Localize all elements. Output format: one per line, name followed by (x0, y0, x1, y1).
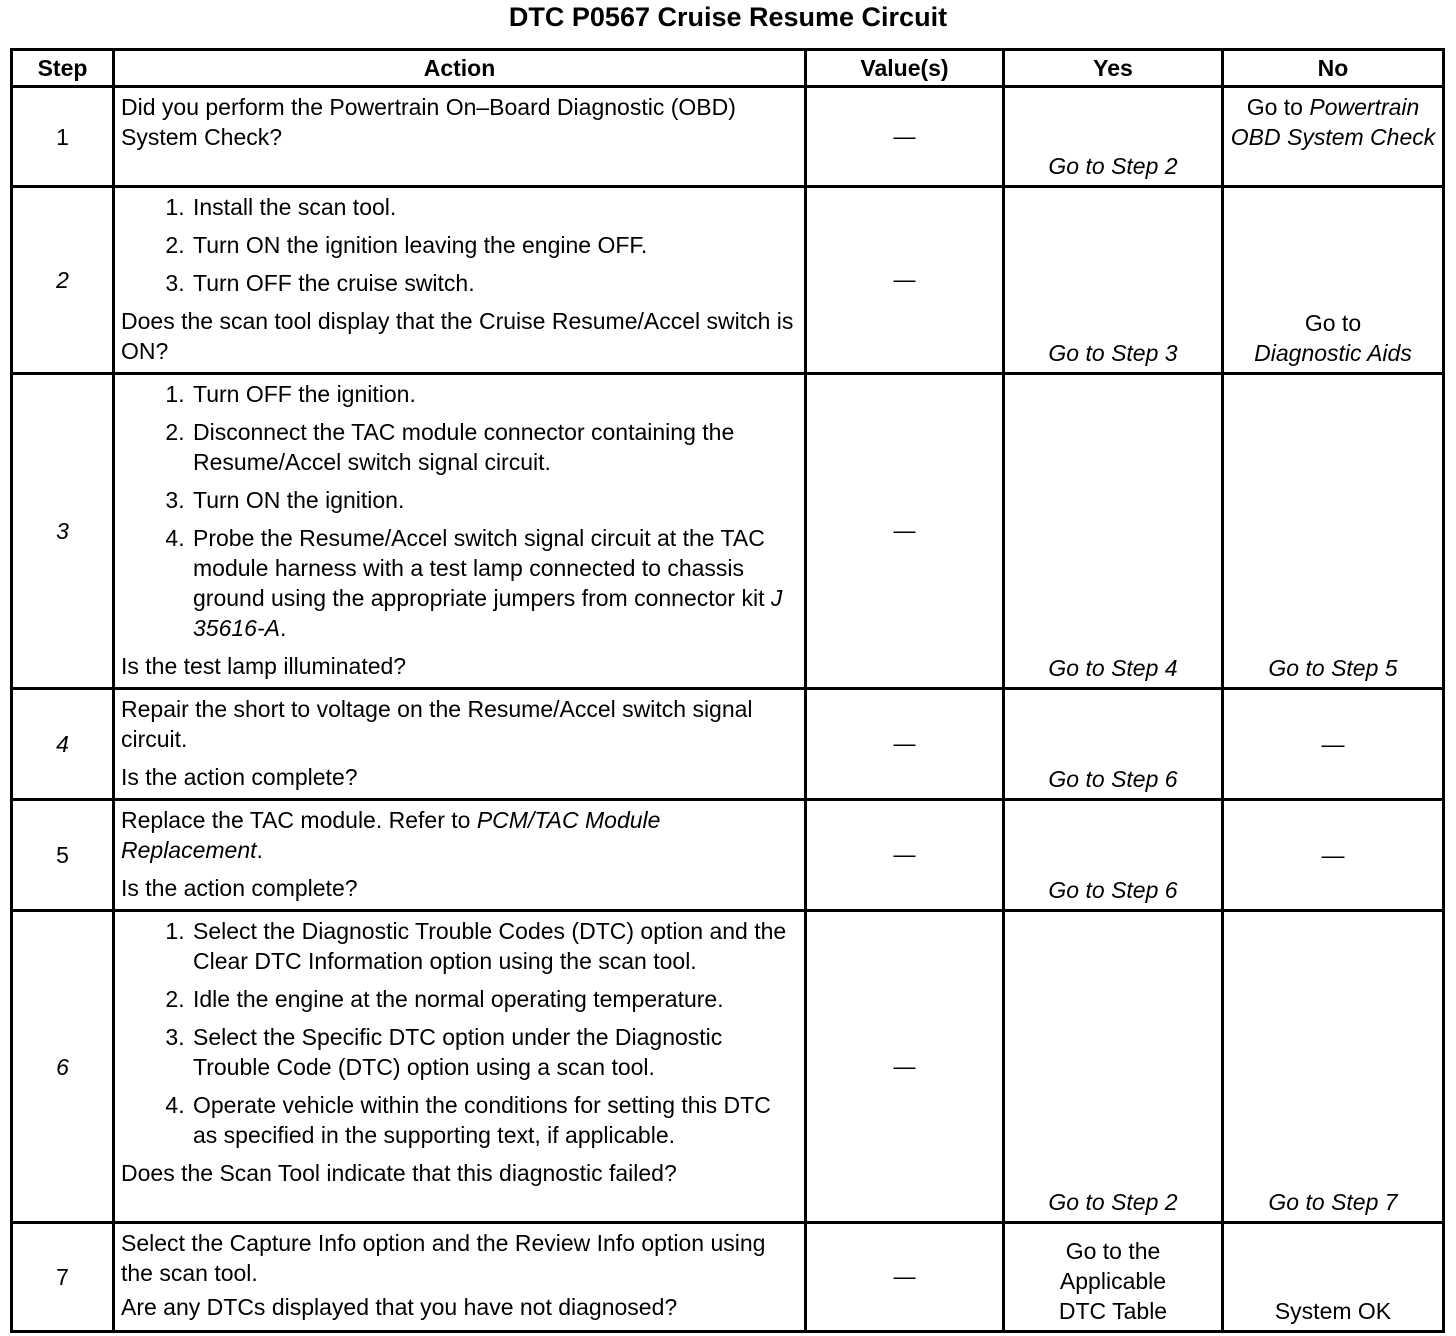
no-link[interactable]: Powertrain OBD System Check (1230, 94, 1436, 150)
table-row (12, 87, 1444, 187)
step-number: 4 (12, 689, 114, 800)
action-steps (121, 916, 796, 1150)
action-step: 1. Install the scan tool. (191, 192, 796, 222)
no-prefix: Go to (1304, 310, 1362, 336)
yes-cell: Go to Step 6 (1004, 800, 1223, 911)
action-instruction: Replace the TAC module. Refer to PCM/TAC Module Replacement. (121, 807, 661, 863)
procedure-link[interactable]: PCM/TAC Module Replacement (121, 807, 661, 863)
no-cell: System OK (1223, 1223, 1444, 1332)
value-cell: — (806, 911, 1004, 1223)
action-question: Is the action complete? (121, 764, 358, 790)
yes-cell: Go to Step 2 (1004, 911, 1223, 1223)
action-steps (121, 192, 796, 298)
header-row (12, 50, 1444, 87)
action-cell (114, 911, 806, 1223)
action-step: 1. Select the Diagnostic Trouble Codes (DTC) option and the Clear DTC Information option using the scan tool. (191, 916, 796, 976)
header-values: Value(s) (806, 50, 1004, 87)
action-step: 4. Operate vehicle within the conditions for setting this DTC as specified in the supporting text, if applicable. (191, 1090, 796, 1150)
step-number: 3 (12, 374, 114, 689)
action-question: Are any DTCs displayed that you have not diagnosed? (121, 1294, 678, 1320)
yes-cell: Go to Step 3 (1004, 187, 1223, 374)
value-cell: — (806, 187, 1004, 374)
header-action: Action (114, 50, 806, 87)
table-row (12, 1223, 1444, 1332)
step-number: 1 (12, 87, 114, 187)
header-step: Step (12, 50, 114, 87)
table-row (12, 374, 1444, 689)
page-title: DTC P0567 Cruise Resume Circuit (508, 2, 948, 32)
table-row (12, 187, 1444, 374)
table-row (12, 800, 1444, 911)
action-instruction: Repair the short to voltage on the Resume/Accel switch signal circuit. (121, 696, 753, 752)
no-cell: Go to Step 5 (1223, 374, 1444, 689)
action-step: 2. Idle the engine at the normal operating temperature. (191, 984, 796, 1014)
no-cell: Go to Step 7 (1223, 911, 1444, 1223)
diagnostic-table (10, 48, 1445, 1333)
no-cell: — (1223, 800, 1444, 911)
action-cell (114, 1223, 806, 1332)
no-cell: — (1223, 689, 1444, 800)
table-row (12, 689, 1444, 800)
yes-cell: Go to Step 2 (1004, 87, 1223, 187)
action-question: Did you perform the Powertrain On–Board Diagnostic (OBD) System Check? (121, 94, 736, 150)
action-step-text: Probe the Resume/Accel switch signal circuit at the TAC module harness with a test lamp connected to chassis ground using the appropriate jumpers from connector kit (193, 525, 765, 611)
action-instruction-text: Replace the TAC module. Refer to (121, 807, 471, 833)
action-cell (114, 689, 806, 800)
step-number: 6 (12, 911, 114, 1223)
action-step: 3. Select the Specific DTC option under the Diagnostic Trouble Code (DTC) option using a scan tool. (191, 1022, 796, 1082)
action-question: Is the action complete? (121, 875, 358, 901)
value-cell: — (806, 1223, 1004, 1332)
action-step: 2. Disconnect the TAC module connector containing the Resume/Accel switch signal circuit. (191, 417, 796, 477)
no-prefix: Go to (1246, 94, 1303, 120)
action-cell (114, 374, 806, 689)
no-cell (1223, 187, 1444, 374)
value-cell: — (806, 87, 1004, 187)
yes-cell: Go to Step 6 (1004, 689, 1223, 800)
value-cell: — (806, 374, 1004, 689)
action-step: 1. Turn OFF the ignition. (191, 379, 796, 409)
action-steps (121, 379, 796, 643)
action-question: Is the test lamp illuminated? (121, 653, 407, 679)
action-step: 3. Turn ON the ignition. (191, 485, 796, 515)
yes-cell: Go to Step 4 (1004, 374, 1223, 689)
header-yes: Yes (1004, 50, 1223, 87)
action-step: 4. Probe the Resume/Accel switch signal circuit at the TAC module harness with a test lamp connected to chassis ground using the appropriate jumpers from connector kit J 35616-A. (191, 523, 796, 643)
action-cell (114, 87, 806, 187)
step-number: 2 (12, 187, 114, 374)
step-number: 5 (12, 800, 114, 911)
yes-cell: Go to the Applicable DTC Table (1004, 1223, 1223, 1332)
value-cell: — (806, 800, 1004, 911)
action-question: Does the Scan Tool indicate that this diagnostic failed? (121, 1160, 677, 1186)
action-step: 3. Turn OFF the cruise switch. (191, 268, 796, 298)
step-number: 7 (12, 1223, 114, 1332)
value-cell: — (806, 689, 1004, 800)
action-cell (114, 800, 806, 911)
no-link[interactable]: Diagnostic Aids (1254, 340, 1412, 366)
no-cell (1223, 87, 1444, 187)
tool-reference: J 35616-A (193, 585, 783, 641)
action-cell (114, 187, 806, 374)
header-no: No (1223, 50, 1444, 87)
action-instruction: Select the Capture Info option and the Review Info option using the scan tool. (121, 1230, 766, 1286)
action-question: Does the scan tool display that the Cruise Resume/Accel switch is ON? (121, 308, 794, 364)
table-row (12, 911, 1444, 1223)
action-step: 2. Turn ON the ignition leaving the engine OFF. (191, 230, 796, 260)
